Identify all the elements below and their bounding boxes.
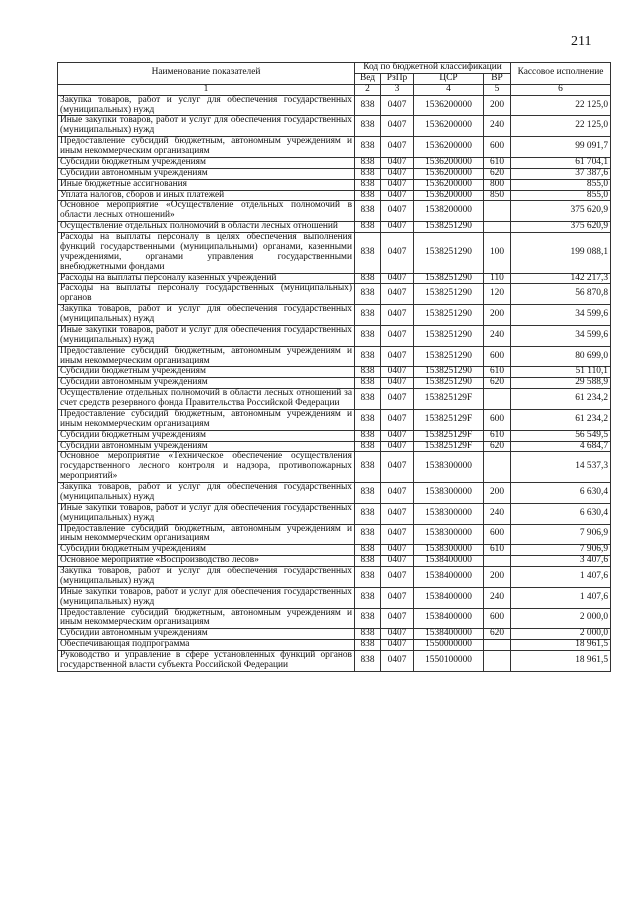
row-vr: 200: [484, 305, 511, 326]
row-rzpr: 0407: [381, 305, 414, 326]
row-csr: 1550000000: [414, 640, 484, 651]
row-csr: 1536200000: [414, 116, 484, 137]
table-row: [58, 430, 611, 441]
row-name: Субсидии бюджетным учреждениям: [58, 367, 355, 378]
budget-table: [57, 62, 611, 672]
row-ved: 838: [355, 157, 381, 168]
row-sum: 34 599,6: [511, 325, 611, 346]
row-csr: 1538300000: [414, 483, 484, 504]
row-name: Основное мероприятие «Воспроизводство лесов»: [58, 556, 355, 567]
row-vr: 110: [484, 273, 511, 284]
row-sum: 61 234,2: [511, 389, 611, 410]
row-vr: 100: [484, 233, 511, 274]
row-csr: 1538200000: [414, 201, 484, 222]
row-csr: 1538400000: [414, 629, 484, 640]
row-name: Закупка товаров, работ и услуг для обеспечения государственных (муниципальных) нужд: [58, 305, 355, 326]
row-name: Закупка товаров, работ и услуг для обеспечения государственных (муниципальных) нужд: [58, 483, 355, 504]
row-name: Уплата налогов, сборов и иных платежей: [58, 190, 355, 201]
row-sum: 7 906,9: [511, 545, 611, 556]
row-vr: [484, 452, 511, 483]
row-name: Предоставление субсидий бюджетным, автономным учреждениям и иным некоммерческим организациям: [58, 137, 355, 158]
row-ved: 838: [355, 629, 381, 640]
row-sum: 6 630,4: [511, 503, 611, 524]
row-ved: 838: [355, 452, 381, 483]
row-csr: 1538300000: [414, 524, 484, 545]
row-name: Иные закупки товаров, работ и услуг для обеспечения государственных (муниципальных) нужд: [58, 587, 355, 608]
row-sum: 375 620,9: [511, 201, 611, 222]
row-name: Закупка товаров, работ и услуг для обеспечения государственных (муниципальных) нужд: [58, 95, 355, 116]
table-row: [58, 587, 611, 608]
table-row: [58, 567, 611, 588]
row-ved: 838: [355, 503, 381, 524]
row-vr: 600: [484, 524, 511, 545]
row-csr: 1538251290: [414, 378, 484, 389]
header-num: 6: [511, 84, 611, 95]
row-sum: 56 549,5: [511, 430, 611, 441]
row-ved: 838: [355, 524, 381, 545]
row-csr: 1538400000: [414, 556, 484, 567]
row-name: Расходы на выплаты персоналу казенных учреждений: [58, 273, 355, 284]
row-ved: 838: [355, 233, 381, 274]
row-sum: 61 704,1: [511, 157, 611, 168]
row-csr: 1538300000: [414, 545, 484, 556]
row-name: Руководство и управление в сфере установленных функций органов государственной власти субъекта Российской Федерации: [58, 651, 355, 672]
row-ved: 838: [355, 222, 381, 233]
row-rzpr: 0407: [381, 587, 414, 608]
row-rzpr: 0407: [381, 503, 414, 524]
row-sum: 22 125,0: [511, 95, 611, 116]
row-name: Субсидии автономным учреждениям: [58, 441, 355, 452]
row-sum: 29 588,9: [511, 378, 611, 389]
table-row: [58, 346, 611, 367]
table-row: [58, 640, 611, 651]
header-csr: ЦСР: [414, 73, 484, 84]
table-row: [58, 157, 611, 168]
row-name: Субсидии автономным учреждениям: [58, 168, 355, 179]
row-rzpr: 0407: [381, 116, 414, 137]
row-rzpr: 0407: [381, 556, 414, 567]
row-csr: 1538400000: [414, 587, 484, 608]
table-row: [58, 409, 611, 430]
row-vr: 610: [484, 430, 511, 441]
row-ved: 838: [355, 483, 381, 504]
header-vr: ВР: [484, 73, 511, 84]
row-sum: 61 234,2: [511, 409, 611, 430]
row-name: Осуществление отдельных полномочий в области лесных отношений за счет средств резервного фонда Правительства Российской Федерации: [58, 389, 355, 410]
row-vr: 240: [484, 503, 511, 524]
row-rzpr: 0407: [381, 179, 414, 190]
table-row: [58, 95, 611, 116]
row-rzpr: 0407: [381, 441, 414, 452]
row-rzpr: 0407: [381, 367, 414, 378]
row-sum: 80 699,0: [511, 346, 611, 367]
table-row: [58, 503, 611, 524]
row-ved: 838: [355, 168, 381, 179]
row-name: Субсидии бюджетным учреждениям: [58, 157, 355, 168]
row-ved: 838: [355, 116, 381, 137]
row-rzpr: 0407: [381, 233, 414, 274]
row-vr: 600: [484, 608, 511, 629]
row-csr: 1536200000: [414, 137, 484, 158]
table-row: [58, 545, 611, 556]
row-ved: 838: [355, 284, 381, 305]
row-sum: 7 906,9: [511, 524, 611, 545]
row-vr: 200: [484, 567, 511, 588]
row-vr: 610: [484, 545, 511, 556]
row-csr: 153825129F: [414, 389, 484, 410]
row-rzpr: 0407: [381, 346, 414, 367]
row-name: Иные закупки товаров, работ и услуг для обеспечения государственных (муниципальных) нужд: [58, 325, 355, 346]
row-csr: 1536200000: [414, 157, 484, 168]
header-num: 4: [414, 84, 484, 95]
row-csr: 1538251290: [414, 367, 484, 378]
row-rzpr: 0407: [381, 651, 414, 672]
row-ved: 838: [355, 389, 381, 410]
row-csr: 1550100000: [414, 651, 484, 672]
row-sum: 14 537,3: [511, 452, 611, 483]
row-name: Расходы на выплаты персоналу в целях обеспечения выполнения функций государственными (муниципальными) органами, казенными учреждениями, органами управления государственными внебюджетными фондами: [58, 233, 355, 274]
row-vr: 620: [484, 378, 511, 389]
row-ved: 838: [355, 587, 381, 608]
table-row: [58, 389, 611, 410]
row-rzpr: 0407: [381, 137, 414, 158]
row-rzpr: 0407: [381, 430, 414, 441]
row-name: Основное мероприятие «Техническое обеспечение осуществления государственного лесного контроля и надзора, противопожарных мероприятий»: [58, 452, 355, 483]
table-row: [58, 608, 611, 629]
row-name: Предоставление субсидий бюджетным, автономным учреждениям и иным некоммерческим организациям: [58, 608, 355, 629]
header-num: 3: [381, 84, 414, 95]
row-rzpr: 0407: [381, 452, 414, 483]
row-name: Предоставление субсидий бюджетным, автономным учреждениям и иным некоммерческим организациям: [58, 524, 355, 545]
row-name: Субсидии бюджетным учреждениям: [58, 545, 355, 556]
row-sum: 6 630,4: [511, 483, 611, 504]
table-row: [58, 116, 611, 137]
row-vr: 240: [484, 116, 511, 137]
row-rzpr: 0407: [381, 273, 414, 284]
row-ved: 838: [355, 367, 381, 378]
row-vr: 620: [484, 168, 511, 179]
row-vr: 240: [484, 325, 511, 346]
row-sum: 199 088,1: [511, 233, 611, 274]
row-ved: 838: [355, 651, 381, 672]
row-sum: 51 110,1: [511, 367, 611, 378]
row-ved: 838: [355, 556, 381, 567]
row-vr: 610: [484, 157, 511, 168]
row-sum: 22 125,0: [511, 116, 611, 137]
row-vr: [484, 640, 511, 651]
row-rzpr: 0407: [381, 409, 414, 430]
row-csr: 1538300000: [414, 503, 484, 524]
table-row: [58, 222, 611, 233]
row-csr: 153825129F: [414, 430, 484, 441]
row-sum: 375 620,9: [511, 222, 611, 233]
table-row: [58, 629, 611, 640]
header-rzpr: РзПр: [381, 73, 414, 84]
row-csr: 1538300000: [414, 452, 484, 483]
table-row: [58, 284, 611, 305]
table-row: [58, 452, 611, 483]
row-ved: 838: [355, 608, 381, 629]
row-csr: 1536200000: [414, 190, 484, 201]
row-csr: 1538251290: [414, 305, 484, 326]
table-row: [58, 201, 611, 222]
row-sum: 34 599,6: [511, 305, 611, 326]
row-vr: [484, 222, 511, 233]
table-row: [58, 556, 611, 567]
header-num: 2: [355, 84, 381, 95]
row-sum: 99 091,7: [511, 137, 611, 158]
row-csr: 1536200000: [414, 95, 484, 116]
row-csr: 1538251290: [414, 284, 484, 305]
row-rzpr: 0407: [381, 201, 414, 222]
row-csr: 1538251290: [414, 233, 484, 274]
row-rzpr: 0407: [381, 640, 414, 651]
row-rzpr: 0407: [381, 378, 414, 389]
row-sum: 2 000,0: [511, 629, 611, 640]
row-sum: 18 961,5: [511, 640, 611, 651]
row-ved: 838: [355, 179, 381, 190]
row-rzpr: 0407: [381, 629, 414, 640]
row-name: Закупка товаров, работ и услуг для обеспечения государственных (муниципальных) нужд: [58, 567, 355, 588]
row-rzpr: 0407: [381, 168, 414, 179]
row-rzpr: 0407: [381, 325, 414, 346]
header-ved: Вед: [355, 73, 381, 84]
row-rzpr: 0407: [381, 157, 414, 168]
row-ved: 838: [355, 137, 381, 158]
row-vr: [484, 556, 511, 567]
row-ved: 838: [355, 567, 381, 588]
row-ved: 838: [355, 325, 381, 346]
row-vr: 120: [484, 284, 511, 305]
row-ved: 838: [355, 346, 381, 367]
row-vr: [484, 651, 511, 672]
row-sum: 37 387,6: [511, 168, 611, 179]
row-rzpr: 0407: [381, 389, 414, 410]
row-ved: 838: [355, 201, 381, 222]
row-sum: 56 870,8: [511, 284, 611, 305]
row-name: Иные закупки товаров, работ и услуг для обеспечения государственных (муниципальных) нужд: [58, 116, 355, 137]
header-code-group: Код по бюджетной классификации: [355, 63, 511, 74]
row-csr: 1538251290: [414, 273, 484, 284]
table-row: [58, 524, 611, 545]
row-ved: 838: [355, 430, 381, 441]
row-sum: 1 407,6: [511, 587, 611, 608]
table-row: [58, 168, 611, 179]
row-rzpr: 0407: [381, 483, 414, 504]
table-row: [58, 233, 611, 274]
row-vr: 600: [484, 137, 511, 158]
row-csr: 1538400000: [414, 608, 484, 629]
row-sum: 4 684,7: [511, 441, 611, 452]
row-vr: [484, 201, 511, 222]
row-sum: 855,0: [511, 179, 611, 190]
row-vr: 800: [484, 179, 511, 190]
header-kassa: Кассовое исполнение: [511, 63, 611, 85]
row-name: Осуществление отдельных полномочий в области лесных отношений: [58, 222, 355, 233]
row-ved: 838: [355, 409, 381, 430]
table-body: [58, 95, 611, 671]
row-csr: 153825129F: [414, 409, 484, 430]
row-sum: 142 217,3: [511, 273, 611, 284]
row-sum: 1 407,6: [511, 567, 611, 588]
row-name: Субсидии автономным учреждениям: [58, 378, 355, 389]
row-ved: 838: [355, 378, 381, 389]
row-rzpr: 0407: [381, 524, 414, 545]
row-name: Субсидии автономным учреждениям: [58, 629, 355, 640]
row-vr: 200: [484, 483, 511, 504]
row-rzpr: 0407: [381, 545, 414, 556]
row-rzpr: 0407: [381, 567, 414, 588]
header-num: 5: [484, 84, 511, 95]
row-name: Предоставление субсидий бюджетным, автономным учреждениям и иным некоммерческим организациям: [58, 346, 355, 367]
row-vr: 620: [484, 629, 511, 640]
row-rzpr: 0407: [381, 608, 414, 629]
row-csr: 153825129F: [414, 441, 484, 452]
row-sum: 18 961,5: [511, 651, 611, 672]
row-name: Основное мероприятие «Осуществление отдельных полномочий в области лесных отношений»: [58, 201, 355, 222]
row-vr: 850: [484, 190, 511, 201]
row-rzpr: 0407: [381, 222, 414, 233]
row-ved: 838: [355, 441, 381, 452]
row-csr: 1538251290: [414, 346, 484, 367]
row-ved: 838: [355, 545, 381, 556]
row-vr: [484, 389, 511, 410]
row-sum: 2 000,0: [511, 608, 611, 629]
row-vr: 620: [484, 441, 511, 452]
row-csr: 1536200000: [414, 179, 484, 190]
row-vr: 600: [484, 346, 511, 367]
row-name: Расходы на выплаты персоналу государственных (муниципальных) органов: [58, 284, 355, 305]
row-rzpr: 0407: [381, 284, 414, 305]
row-name: Предоставление субсидий бюджетным, автономным учреждениям и иным некоммерческим организациям: [58, 409, 355, 430]
table-row: [58, 651, 611, 672]
row-name: Иные закупки товаров, работ и услуг для обеспечения государственных (муниципальных) нужд: [58, 503, 355, 524]
header-num: 1: [58, 84, 355, 95]
header-name: Наименование показателей: [58, 63, 355, 85]
row-ved: 838: [355, 273, 381, 284]
row-ved: 838: [355, 640, 381, 651]
row-vr: 200: [484, 95, 511, 116]
row-rzpr: 0407: [381, 95, 414, 116]
row-name: Субсидии бюджетным учреждениям: [58, 430, 355, 441]
row-vr: 240: [484, 587, 511, 608]
row-sum: 3 407,6: [511, 556, 611, 567]
row-rzpr: 0407: [381, 190, 414, 201]
row-name: Обеспечивающая подпрограмма: [58, 640, 355, 651]
row-name: Иные бюджетные ассигнования: [58, 179, 355, 190]
row-ved: 838: [355, 190, 381, 201]
row-vr: 600: [484, 409, 511, 430]
table-row: [58, 325, 611, 346]
table-row: [58, 305, 611, 326]
row-csr: 1538251290: [414, 222, 484, 233]
row-ved: 838: [355, 305, 381, 326]
table-row: [58, 137, 611, 158]
table-row: [58, 378, 611, 389]
row-csr: 1538400000: [414, 567, 484, 588]
row-sum: 855,0: [511, 190, 611, 201]
table-row: [58, 179, 611, 190]
row-csr: 1536200000: [414, 168, 484, 179]
row-ved: 838: [355, 95, 381, 116]
page-number: 211: [571, 34, 592, 49]
row-csr: 1538251290: [414, 325, 484, 346]
row-vr: 610: [484, 367, 511, 378]
table-row: [58, 483, 611, 504]
